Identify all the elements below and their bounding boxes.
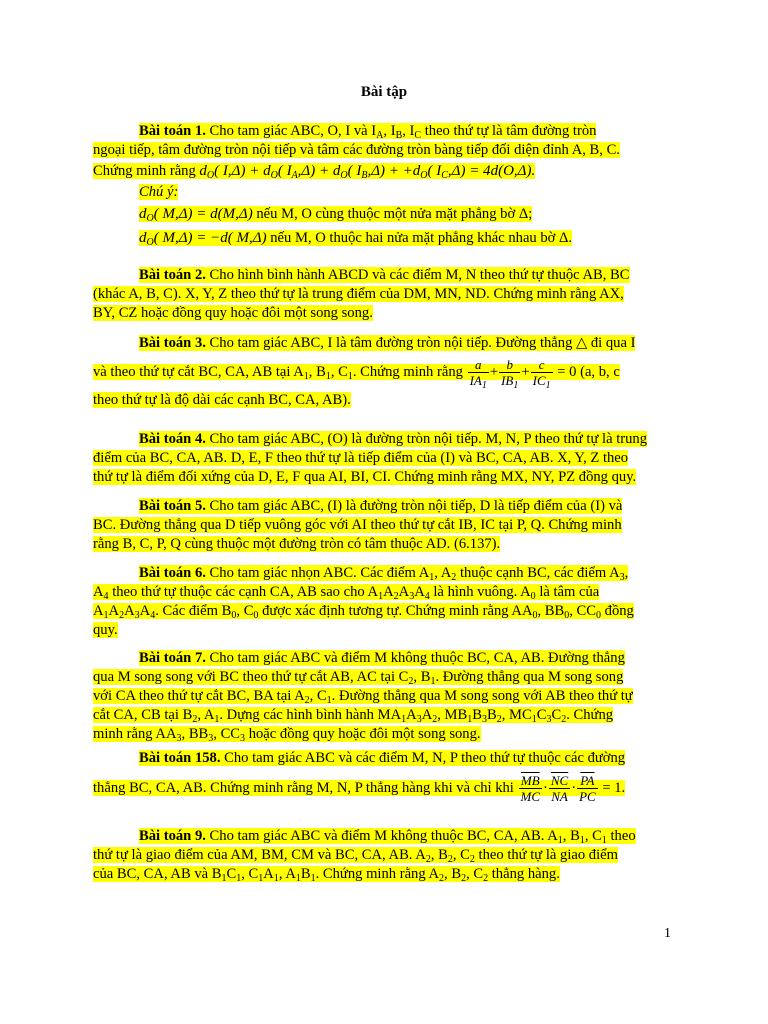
problem-9: Bài toán 9. Cho tam giác ABC và điểm M không thuộc BC, CA, AB. $A_1$, $B_1$, $C_1$ theo thứ tự là giao điểm của AM, BM, CM và BC, CA, AB. $A_2$, $B_2$, $C_2$ theo thứ tự là giao điểm của BC, CA, AB và $B_1C_1$, $C_1A_1$, $A_1B_1$. Chứng minh rằng $A_2$, $B_2$, $C_2$ thẳng hàng. [93,828,636,884]
fraction-a: $\frac{a}{IA_1}$ [469,357,487,391]
page-title: Bài tập [360,84,408,100]
fraction-b: $\frac{b}{IB_1}$ [501,357,519,391]
fraction-mb-mc: $\frac{\overline{MB}}{MC}$ [520,773,540,804]
fraction-pa-pc: $\frac{\overline{PA}}{PC}$ [579,773,596,804]
formula-note-1: $d_O$( M,Δ) = d(M,Δ) [139,206,253,224]
problem-5: Bài toán 5. Cho tam giác ABC, (I) là đường tròn nội tiếp, D là tiếp điểm của (I) và BC. Đường thẳng qua D tiếp vuông góc với AI theo thứ tự cắt IB, IC tại P, Q. Chứng minh rằng B, C, P, Q cùng thuộc một đường tròn có tâm thuộc AD. (6.137). [93,498,623,552]
fraction-c: $\frac{c}{IC_1}$ [532,357,551,391]
page-number: 1 [664,926,671,941]
problem-4: Bài toán 4. Cho tam giác ABC, (O) là đường tròn nội tiếp. M, N, P theo thứ tự là trung điểm của BC, CA, AB. D, E, F theo thứ tự là tiếp điểm của (I) và BC, CA, AB. X, Y, Z theo thứ tự là điểm đối xứng của D, E, F qua AI, BI, CI. Chứng minh rằng MX, NY, PZ đồng quy. [93,431,648,485]
fraction-nc-na: $\frac{\overline{NC}}{NA}$ [550,773,569,804]
problem-6: Bài toán 6. Cho tam giác nhọn ABC. Các điểm $A_1$, $A_2$ thuộc cạnh BC, các điểm $A_3$, $A_4$ theo thứ tự thuộc các cạnh CA, AB sao cho $A_1A_2A_3A_4$ là hình vuông. $A_0$ là tâm của $A_1A_2A_3A_4$. Các điểm $B_0$, $C_0$ được xác định tương tự. Chứng minh rằng $AA_0$, $BB_0$, $CC_0$ đồng quy. [93,565,634,638]
problem-2: Bài toán 2. Cho hình bình hành ABCD và các điểm M, N theo thứ tự thuộc AB, BC (khác A, B, C). X, Y, Z theo thứ tự là trung điểm của DM, MN, ND. Chứng minh rằng AX, BY, CZ hoặc đồng quy hoặc đôi một song song. [93,267,630,321]
problem-158: Bài toán 158. Cho tam giác ABC và các điểm M, N, P theo thứ tự thuộc các đường thẳng BC, CA, AB. Chứng minh rằng M, N, P thẳng hàng khi và chỉ khi $\frac{\overline{MB}}{MC}$ · $\frac{\overline{NC}}{NA}$ · $\frac{\overline{PA}}{PC}$ = 1. [93,750,626,804]
problem-3: Bài toán 3. Cho tam giác ABC, I là tâm đường tròn nội tiếp. Đường thẳng △ đi qua I và theo thứ tự cắt BC, CA, AB tại $A_1$, $B_1$, $C_1$. Chứng minh rằng $\frac{a}{IA_1}$ + $\frac{b}{IB_1}$ + $\frac{c}{IC_1}$ = 0 (a, b, c theo thứ tự là độ dài các cạnh BC, CA, AB). [93,335,636,408]
problem-1: Bài toán 1. Cho tam giác ABC, O, I và $I_A$, $I_B$, $I_C$ theo thứ tự là tâm đường tròn ngoại tiếp, tâm đường tròn nội tiếp và tâm các đường tròn bàng tiếp đối diện đỉnh A, B, C. Chứng minh rằng $d_O$( $I,\Delta) + d_O$( $I_A,\Delta) + d_O$( $I_B,\Delta) + +d_O$( $I_C,\Delta) = 4d(O,\Delta)$. Chú ý: $d_O$( M,Δ) = d(M,Δ) nếu M, O cùng thuộc một nửa mặt phẳng bờ Δ; $d_O$( M,Δ) = −d( M,Δ) nếu M, O thuộc hai nửa mặt phẳng khác nhau bờ Δ. [93,123,620,248]
formula-note-2: $d_O$( M,Δ) = −d( M,Δ) [139,230,267,248]
formula-1: $d_O$( $I,\Delta) + d_O$( $I_A,\Delta) + d_O$( $I_B,\Delta) + +d_O$( $I_C,\Delta) = 4d(O,\Delta)$. [199,163,536,181]
problem-7: Bài toán 7. Cho tam giác ABC và điểm M không thuộc BC, CA, AB. Đường thẳng qua M song song với BC theo thứ tự cắt AB, AC tại $C_2$, $B_1$. Đường thẳng qua M song song với CA theo thứ tự cắt BC, BA tại $A_2$, $C_1$. Đường thẳng qua M song song với AB theo thứ tự cắt CA, CB tại $B_2$, $A_1$. Dựng các hình bình hành $MA_1A_3A_2$, $MB_1B_3B_2$, $MC_1C_3C_2$. Chứng minh rằng $AA_3$, $BB_3$, $CC_3$ hoặc đồng quy hoặc đôi một song song. [93,650,633,744]
